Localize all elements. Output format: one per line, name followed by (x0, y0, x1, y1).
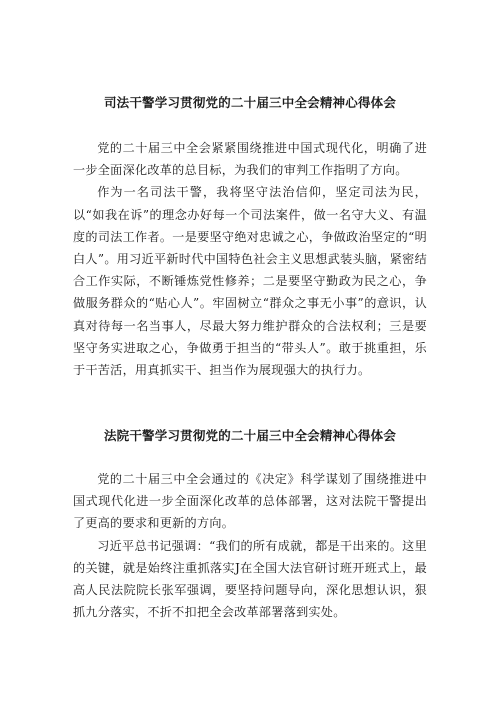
article-paragraph: 习近平总书记强调：“我们的所有成就，都是干出来的。这里的关键，就是始终注重抓落实J在全国大法官研讨班开班式上，最高人民法院院长张军强调，要坚持问题导向，深化思想认识，狠抓九分落实，不折不扣把全会改革部署落到实处。 (73, 538, 427, 620)
article-title: 法院干警学习贯彻党的二十届三中全会精神心得体会 (103, 428, 397, 443)
article-section-2 (73, 426, 427, 623)
article-title: 司法干警学习贯彻党的二十届三中全会精神心得体会 (103, 95, 397, 110)
article-paragraph: 党的二十届三中全会通过的《决定》科学谋划了围绕推进中国式现代化进一步全面深化改革的总体部署，这对法院干警提出了更高的要求和更新的方向。 (73, 472, 427, 531)
article-paragraph: 党的二十届三中全会紧紧围绕推进中国式现代化，明确了进一步全面深化改革的总目标，为我们的审判工作指明了方向。 (73, 141, 427, 178)
article-paragraph: 作为一名司法干警，我将坚守法治信仰，坚定司法为民，以“如我在诉”的理念办好每一个司法案件，做一名守大义、有温度的司法工作者。一是要坚守绝对忠诚之心，争做政治坚定的“明白人”。用习近平新时代中国特色社会主义思想武装头脑，紧密结合工作实际，不断锤炼党性修养；二是要坚守勤政为民之心，争做服务群众的“贴心人”。牢固树立“群众之事无小事”的意识，认真对待每一名当事人，尽最大努力维护群众的合法权利；三是要坚守务实进取之心，争做勇于担当的“带头人”。敢于挑重担，乐于干苦活，用真抓实干、担当作为展现强大的执行力。 (73, 185, 427, 378)
article-section-1 (73, 93, 427, 381)
